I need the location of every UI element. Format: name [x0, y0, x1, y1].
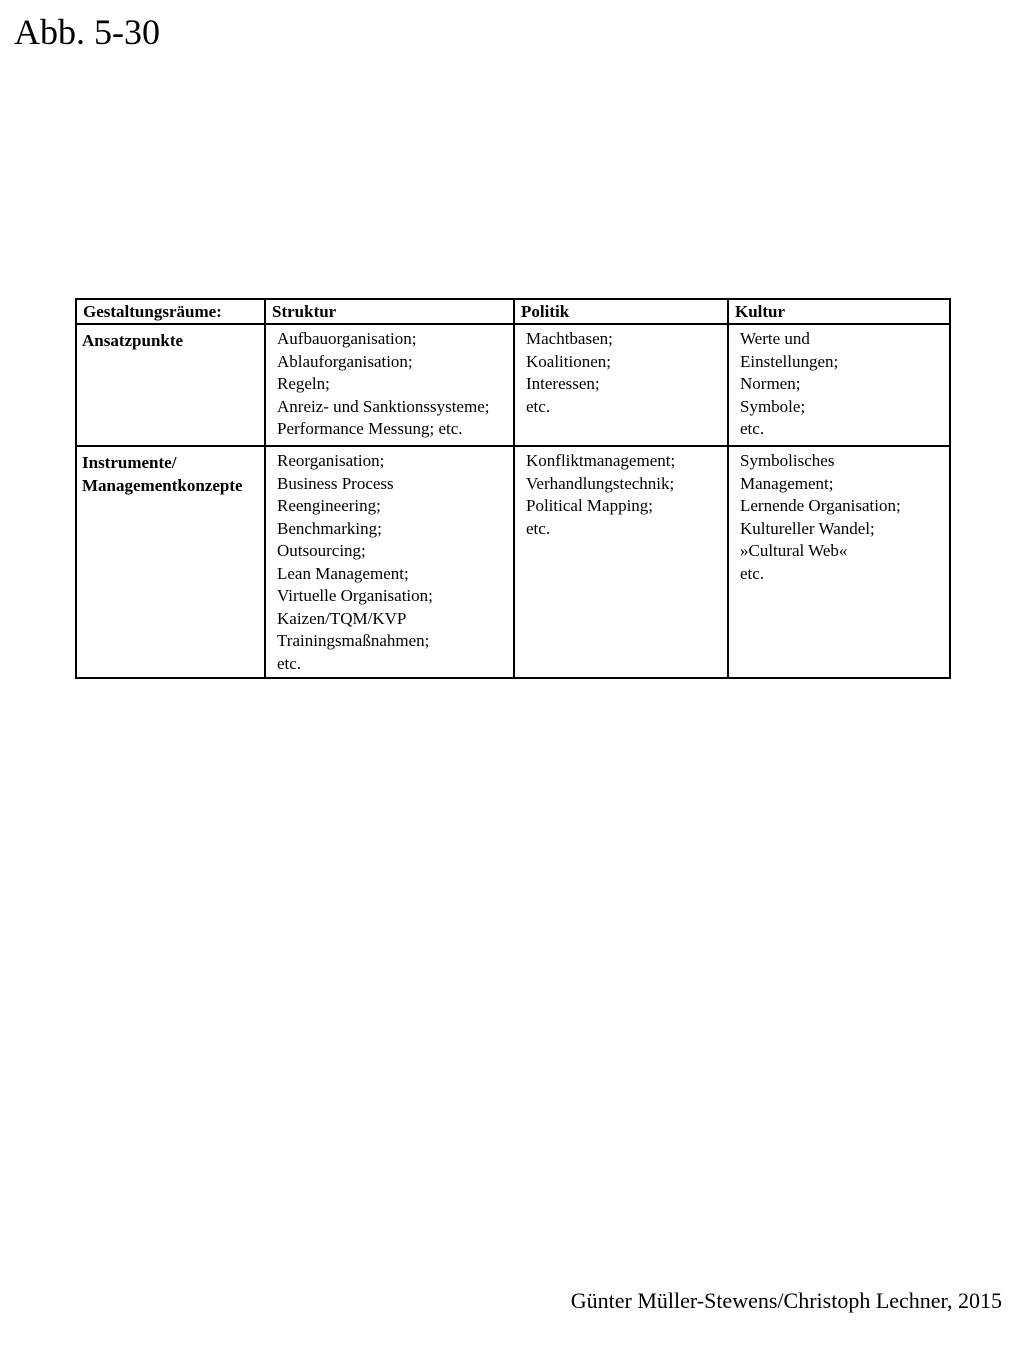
- cell-line: Reorganisation;: [277, 451, 385, 470]
- cell-line: Normen;: [740, 374, 801, 393]
- cell-line: Koalitionen;: [526, 351, 611, 371]
- cell-line: Trainingsmaßnahmen;: [277, 631, 430, 650]
- cell-line: Verhandlungstechnik;: [526, 473, 675, 493]
- row-label-line: Instrumente/: [82, 453, 177, 472]
- cell-line: Machtbasen;: [526, 329, 613, 348]
- design-spaces-table-container: [75, 298, 949, 679]
- cell-ansatzpunkte-kultur: [728, 324, 950, 446]
- cell-line: Interessen;: [526, 374, 600, 393]
- cell-instrumente-politik: [514, 446, 728, 678]
- cell-line: etc.: [526, 518, 551, 538]
- cell-line: Political Mapping;: [526, 496, 654, 515]
- header-politik: Politik: [514, 299, 728, 324]
- header-struktur: Struktur: [265, 299, 514, 324]
- cell-line: Lernende Organisation;: [740, 496, 901, 515]
- table-row-instrumente: [76, 446, 950, 678]
- cell-line: etc.: [277, 653, 302, 673]
- cell-line: etc.: [740, 419, 765, 438]
- cell-line: Einstellungen;: [740, 351, 839, 371]
- cell-line: Business Process: [277, 473, 394, 493]
- row-label-line: Managementkonzepte: [82, 475, 243, 495]
- header-kultur: Kultur: [728, 299, 950, 324]
- figure-label: Abb. 5-30: [14, 12, 160, 52]
- cell-line: Kultureller Wandel;: [740, 518, 875, 538]
- cell-line: etc.: [526, 396, 551, 416]
- row-label-ansatzpunkte: [76, 324, 265, 446]
- table-row-ansatzpunkte: [76, 324, 950, 446]
- cell-line: Anreiz- und Sanktionssysteme;: [277, 396, 490, 416]
- cell-line: Benchmarking;: [277, 518, 382, 538]
- cell-line: »Cultural Web«: [740, 541, 848, 560]
- design-spaces-table: [75, 298, 951, 679]
- cell-instrumente-kultur: [728, 446, 950, 678]
- cell-ansatzpunkte-struktur: [265, 324, 514, 446]
- cell-line: Lean Management;: [277, 563, 409, 583]
- header-gestaltungsraeume: Gestaltungsräume:: [76, 299, 265, 324]
- table-header-row: [76, 299, 950, 324]
- row-label-line: Ansatzpunkte: [82, 331, 184, 350]
- cell-line: Werte und: [740, 329, 810, 348]
- cell-line: Kaizen/TQM/KVP: [277, 608, 407, 628]
- cell-instrumente-struktur: [265, 446, 514, 678]
- cell-line: Virtuelle Organisation;: [277, 586, 433, 605]
- cell-line: Outsourcing;: [277, 541, 366, 560]
- cell-line: Performance Messung; etc.: [277, 419, 463, 438]
- cell-line: Reengineering;: [277, 496, 381, 515]
- author-footer: Günter Müller-Stewens/Christoph Lechner, 2015: [570, 1288, 1002, 1313]
- cell-line: Regeln;: [277, 374, 330, 393]
- cell-line: Symbolisches: [740, 451, 835, 470]
- cell-line: Aufbauorganisation;: [277, 329, 417, 348]
- cell-ansatzpunkte-politik: [514, 324, 728, 446]
- cell-line: Management;: [740, 473, 834, 493]
- row-label-instrumente: [76, 446, 265, 678]
- cell-line: Konfliktmanagement;: [526, 451, 676, 470]
- cell-line: Ablauforganisation;: [277, 351, 413, 371]
- cell-line: etc.: [740, 563, 765, 583]
- cell-line: Symbole;: [740, 396, 806, 416]
